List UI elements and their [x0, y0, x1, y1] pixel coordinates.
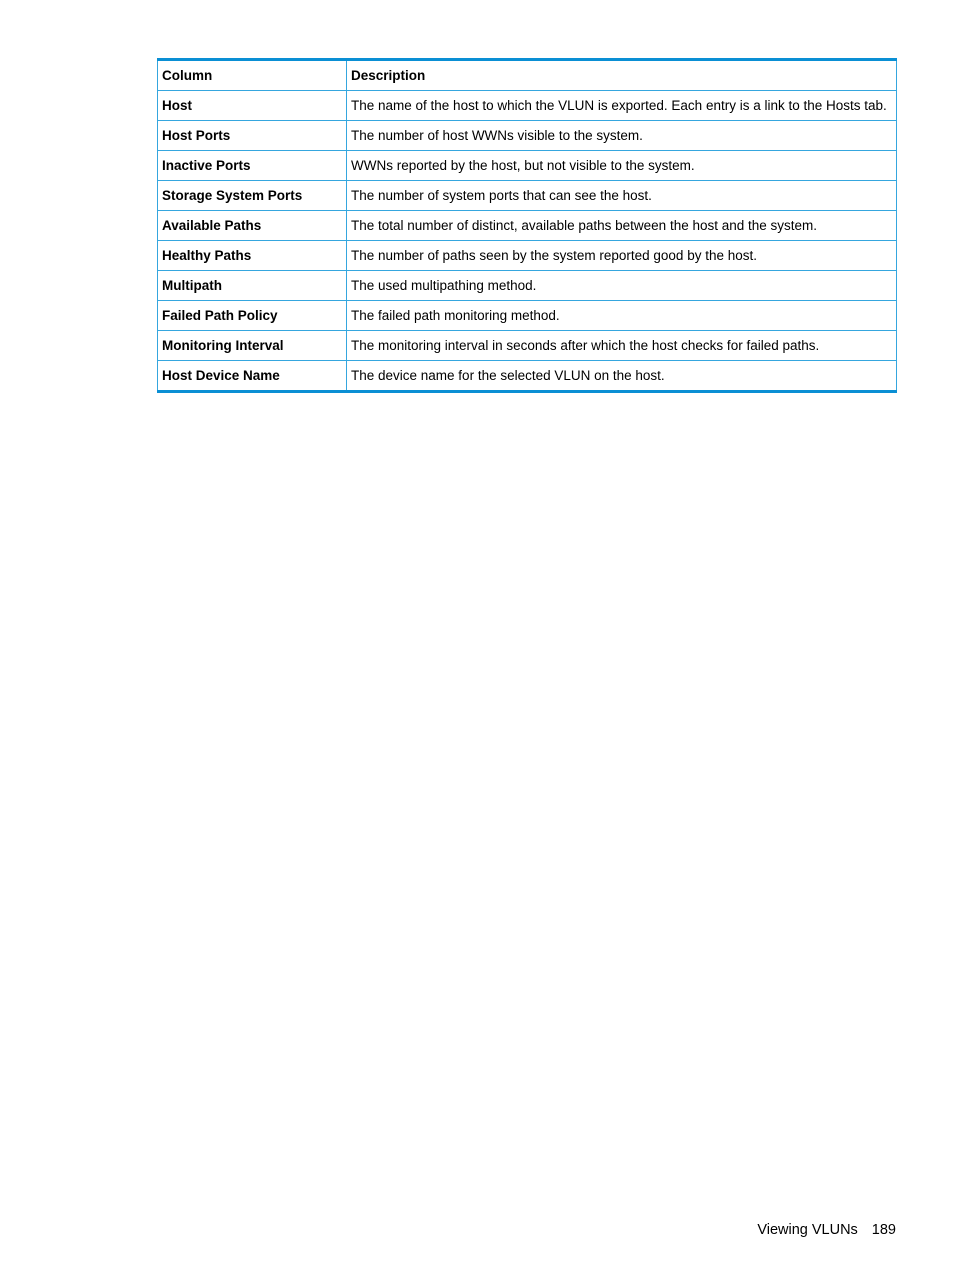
table-row	[158, 301, 897, 331]
row-description: The number of paths seen by the system reported good by the host.	[347, 241, 897, 271]
table-row	[158, 121, 897, 151]
row-column-name: Host	[158, 91, 347, 121]
footer-section-title: Viewing VLUNs	[757, 1222, 858, 1238]
row-description: The number of host WWNs visible to the system.	[347, 121, 897, 151]
page-number: 189	[871, 1222, 896, 1238]
row-column-name: Host Ports	[158, 121, 347, 151]
row-column-name: Inactive Ports	[158, 151, 347, 181]
table-row	[158, 181, 897, 211]
table-row	[158, 151, 897, 181]
row-column-name: Monitoring Interval	[158, 331, 347, 361]
table-row	[158, 331, 897, 361]
table-header-row	[158, 60, 897, 91]
row-column-name: Storage System Ports	[158, 181, 347, 211]
column-description-table	[157, 58, 897, 393]
row-description: The name of the host to which the VLUN is exported. Each entry is a link to the Hosts tab.	[347, 91, 897, 121]
row-description: WWNs reported by the host, but not visible to the system.	[347, 151, 897, 181]
row-column-name: Host Device Name	[158, 361, 347, 392]
row-column-name: Multipath	[158, 271, 347, 301]
row-description: The total number of distinct, available paths between the host and the system.	[347, 211, 897, 241]
header-description: Description	[347, 60, 897, 91]
table-row	[158, 361, 897, 392]
row-column-name: Healthy Paths	[158, 241, 347, 271]
row-column-name: Failed Path Policy	[158, 301, 347, 331]
table-row	[158, 241, 897, 271]
row-column-name: Available Paths	[158, 211, 347, 241]
table-row	[158, 271, 897, 301]
page-footer	[757, 1222, 896, 1238]
table-row	[158, 211, 897, 241]
row-description: The used multipathing method.	[347, 271, 897, 301]
row-description: The failed path monitoring method.	[347, 301, 897, 331]
row-description: The number of system ports that can see the host.	[347, 181, 897, 211]
table-row	[158, 91, 897, 121]
header-column: Column	[158, 60, 347, 91]
row-description: The device name for the selected VLUN on the host.	[347, 361, 897, 392]
row-description: The monitoring interval in seconds after which the host checks for failed paths.	[347, 331, 897, 361]
